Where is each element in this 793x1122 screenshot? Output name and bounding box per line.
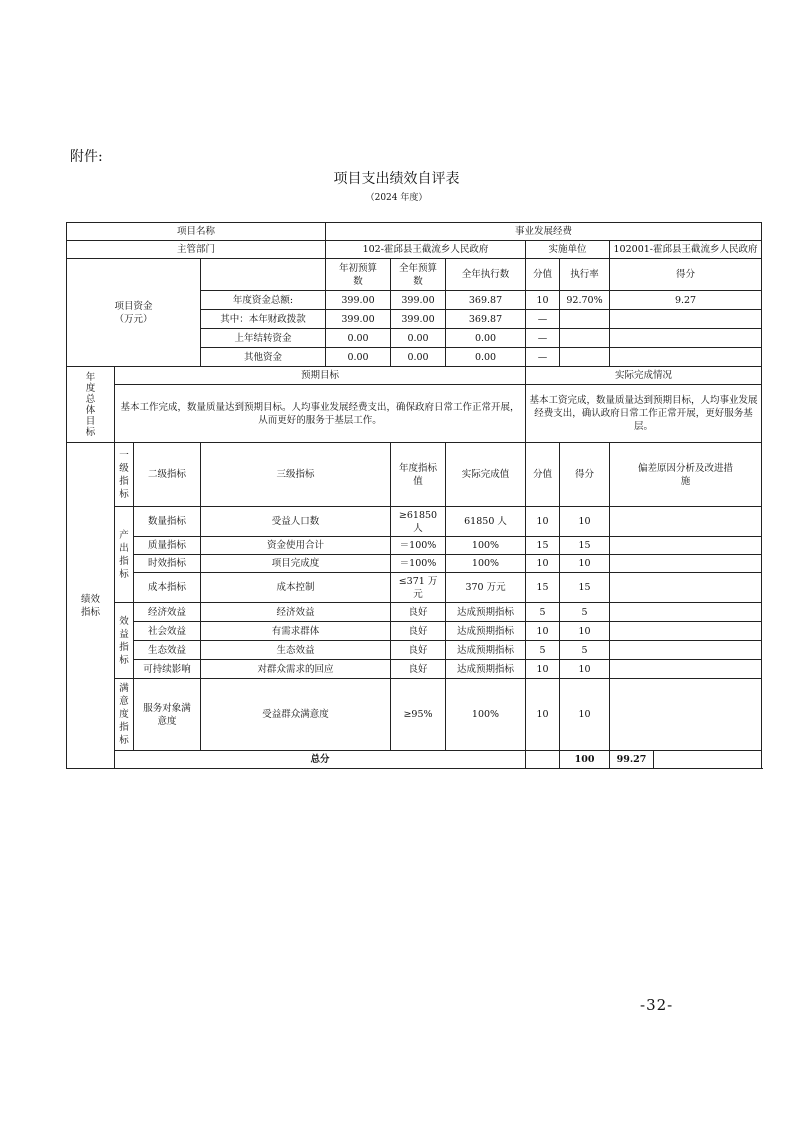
benefit-char: 益 [119,628,129,640]
funds-row-initial: 399.00 [326,310,391,329]
indicator-reason [610,537,762,555]
indicator-actual: 达成预期指标 [446,660,526,679]
indicator-reason [610,603,762,622]
col-full-budget-line2: 数 [413,275,423,287]
funds-row-initial: 399.00 [326,291,391,310]
goals-label [67,367,115,443]
col-level1 [115,443,134,507]
indicator-score-value: 10 [526,555,560,573]
indicator-l3: 成本控制 [201,573,391,603]
indicator-l3: 对群众需求的回应 [201,660,391,679]
department-label: 主管部门 [67,241,326,259]
funds-row-score-value: 10 [526,291,560,310]
indicator-score-value: 15 [526,537,560,555]
indicator-score-value: 5 [526,603,560,622]
funds-row-initial: 0.00 [326,348,391,367]
output-char: 产 [119,529,129,541]
indicator-actual: 100% [446,679,526,751]
col-ind-score-value: 分值 [526,443,560,507]
col-initial-budget [326,259,391,291]
indicator-score-value: 10 [526,507,560,537]
goals-label-char: 年 [85,371,96,383]
funds-row-label: 年度资金总额: [201,291,326,310]
funds-row-exec: 369.87 [446,310,526,329]
indicator-reason [610,573,762,603]
indicator-actual: 达成预期指标 [446,603,526,622]
expected-goal-label: 预期目标 [115,367,526,385]
benefit-group-label [115,603,134,679]
indicator-row [67,679,762,751]
benefit-char: 效 [119,615,129,627]
indicator-row [67,573,762,603]
goals-label-char: 度 [85,382,96,394]
indicator-l2: 时效指标 [134,555,201,573]
total-row [67,751,762,769]
indicator-l2 [134,679,201,751]
funds-row-initial: 0.00 [326,329,391,348]
output-char: 标 [119,568,129,580]
indicator-score-value: 10 [526,660,560,679]
performance-table [66,222,762,769]
funds-row-exec: 0.00 [446,348,526,367]
year-subtitle: （2024 年度） [365,193,428,203]
indicator-l2: 经济效益 [134,603,201,622]
indicator-score: 10 [560,679,610,751]
col-initial-budget-line2: 数 [353,275,363,287]
indicator-row [67,507,762,537]
satisfaction-char: 满 [119,683,129,694]
funds-row-score-value: — [526,310,560,329]
funds-row-full: 0.00 [391,329,446,348]
funds-row-rate [560,348,610,367]
indicator-target: 良好 [391,622,446,641]
indicators-label-line1: 绩效 [80,593,100,605]
indicator-reason [610,641,762,660]
page-number: -32- [640,996,674,1014]
indicator-actual: 370 万元 [446,573,526,603]
indicator-actual: 达成预期指标 [446,641,526,660]
funds-label [67,259,201,367]
col-exec-rate: 执行率 [560,259,610,291]
funds-row-rate [560,329,610,348]
indicator-actual: 61850 人 [446,507,526,537]
indicator-reason [610,507,762,537]
funds-row-score [610,310,762,329]
indicator-score: 5 [560,641,610,660]
indicator-l2: 质量指标 [134,537,201,555]
funds-row-score [610,348,762,367]
satisfaction-char: 度 [119,709,129,720]
actual-goal-text: 基本工资完成，数量质量达到预期目标，人均事业发展经费支出，确认政府日常工作正常开展，更好服务基层。 [526,385,762,443]
satisfaction-group-label [115,679,134,751]
funds-row-full: 399.00 [391,310,446,329]
indicator-score: 10 [560,507,610,537]
goals-label-char: 体 [85,404,96,416]
indicator-target: 良好 [391,603,446,622]
indicator-reason [610,622,762,641]
col-target [391,443,446,507]
satisfaction-char: 指 [119,722,129,733]
indicator-reason [610,555,762,573]
total-reason [654,751,762,769]
funds-header-blank [201,259,326,291]
satisfaction-char: 意 [119,696,129,707]
col-level1-char: 标 [119,488,129,500]
indicator-score: 10 [560,660,610,679]
project-name-value: 事业发展经费 [326,223,762,241]
indicator-row [67,641,762,660]
total-label: 总分 [115,751,526,769]
funds-row-score [610,329,762,348]
indicators-label-line2: 指标 [80,606,100,618]
indicator-l2-line1: 服务对象满 [143,702,191,714]
indicator-score: 10 [560,622,610,641]
indicator-score: 10 [560,555,610,573]
col-actual: 实际完成值 [446,443,526,507]
indicator-score-value: 10 [526,622,560,641]
output-char: 出 [119,542,129,554]
col-score: 得分 [610,259,762,291]
col-full-budget-line1: 全年预算 [399,262,438,274]
output-char: 指 [119,555,129,567]
funds-row-label: 上年结转资金 [201,329,326,348]
indicator-l3: 资金使用合计 [201,537,391,555]
col-score-value: 分值 [526,259,560,291]
goals-label-char: 标 [85,426,96,438]
indicator-target-line1: ≥61850 [398,509,438,521]
goals-header-row [67,367,762,385]
col-target-line2: 值 [413,475,423,487]
indicator-l3: 经济效益 [201,603,391,622]
funds-row-score: 9.27 [610,291,762,310]
benefit-char: 标 [119,654,129,666]
benefit-char: 指 [119,641,129,653]
indicator-score-value: 10 [526,679,560,751]
indicator-score: 15 [560,573,610,603]
col-executed: 全年执行数 [446,259,526,291]
indicator-l2: 成本指标 [134,573,201,603]
col-ind-score: 得分 [560,443,610,507]
col-level3: 三级指标 [201,443,391,507]
indicator-l3: 受益人口数 [201,507,391,537]
funds-label-line1: 项目资金 [114,300,153,312]
department-value: 102-霍邱县王截流乡人民政府 [326,241,526,259]
indicator-actual: 达成预期指标 [446,622,526,641]
indicator-l2: 社会效益 [134,622,201,641]
indicator-target [391,573,446,603]
indicator-target: 良好 [391,641,446,660]
indicator-row [67,537,762,555]
indicator-l3: 受益群众满意度 [201,679,391,751]
indicator-row [67,622,762,641]
indicator-target-line2: 人 [413,522,423,534]
indicator-l2: 数量指标 [134,507,201,537]
indicator-actual: 100% [446,537,526,555]
funds-row-full: 399.00 [391,291,446,310]
indicator-score: 5 [560,603,610,622]
total-blank [526,751,560,769]
indicator-row [67,603,762,622]
funds-row-exec: 0.00 [446,329,526,348]
goals-label-char: 总 [85,393,96,405]
indicator-l2-line2: 意度 [157,715,177,727]
col-reason [610,443,762,507]
indicators-label [67,443,115,769]
indicator-score: 15 [560,537,610,555]
goals-content-row [67,385,762,443]
funds-row-rate [560,310,610,329]
indicator-l2: 可持续影响 [134,660,201,679]
page-title: 项目支出绩效自评表 [333,171,460,187]
funds-row-rate: 92.70% [560,291,610,310]
funds-row-score-value: — [526,348,560,367]
funds-label-line2: （万元） [114,313,153,325]
attachment-label: 附件: [70,149,103,165]
indicator-l3: 生态效益 [201,641,391,660]
indicator-row [67,555,762,573]
indicator-target: ＝100% [391,537,446,555]
expected-goal-text: 基本工作完成，数量质量达到预期目标。人均事业发展经费支出，确保政府日常工作正常开展，从而更好的服务于基层工作。 [115,385,526,443]
col-reason-line2: 施 [680,475,691,487]
col-reason-line1: 偏差原因分析及改进措 [638,462,734,474]
actual-goal-label: 实际完成情况 [526,367,762,385]
funds-row-exec: 369.87 [446,291,526,310]
indicator-row [67,660,762,679]
indicator-actual: 100% [446,555,526,573]
funds-row-full: 0.00 [391,348,446,367]
col-full-budget [391,259,446,291]
indicators-header-row [67,443,762,507]
indicator-reason [610,660,762,679]
funds-row-label: 其中：本年财政拨款 [201,310,326,329]
indicator-target-line2: 元 [413,588,423,600]
output-group-label [115,507,134,603]
funds-row-score-value: — [526,329,560,348]
col-target-line1: 年度指标 [399,462,438,474]
indicator-reason [610,679,762,751]
total-score-value: 100 [560,751,610,769]
indicator-target [391,507,446,537]
indicator-l2: 生态效益 [134,641,201,660]
indicator-l3: 项目完成度 [201,555,391,573]
col-level1-char: 指 [119,475,129,487]
indicator-l3: 有需求群体 [201,622,391,641]
total-score: 99.27 [610,751,654,769]
department-row [67,241,762,259]
project-name-label: 项目名称 [67,223,326,241]
col-level1-char: 级 [119,462,129,474]
funds-header-row [67,259,762,291]
indicator-target: ＝100% [391,555,446,573]
col-initial-budget-line1: 年初预算 [339,262,378,274]
indicator-target: 良好 [391,660,446,679]
col-level1-char: 一 [119,449,129,461]
indicator-score-value: 5 [526,641,560,660]
indicator-score-value: 15 [526,573,560,603]
col-level2: 二级指标 [134,443,201,507]
implementer-value: 102001-霍邱县王截流乡人民政府 [610,241,762,259]
project-name-row [67,223,762,241]
funds-row-label: 其他资金 [201,348,326,367]
implementer-label: 实施单位 [526,241,610,259]
satisfaction-char: 标 [119,735,129,746]
indicator-target-line1: ≤371 万 [398,575,438,587]
goals-label-char: 目 [85,415,96,427]
indicator-target: ≥95% [391,679,446,751]
